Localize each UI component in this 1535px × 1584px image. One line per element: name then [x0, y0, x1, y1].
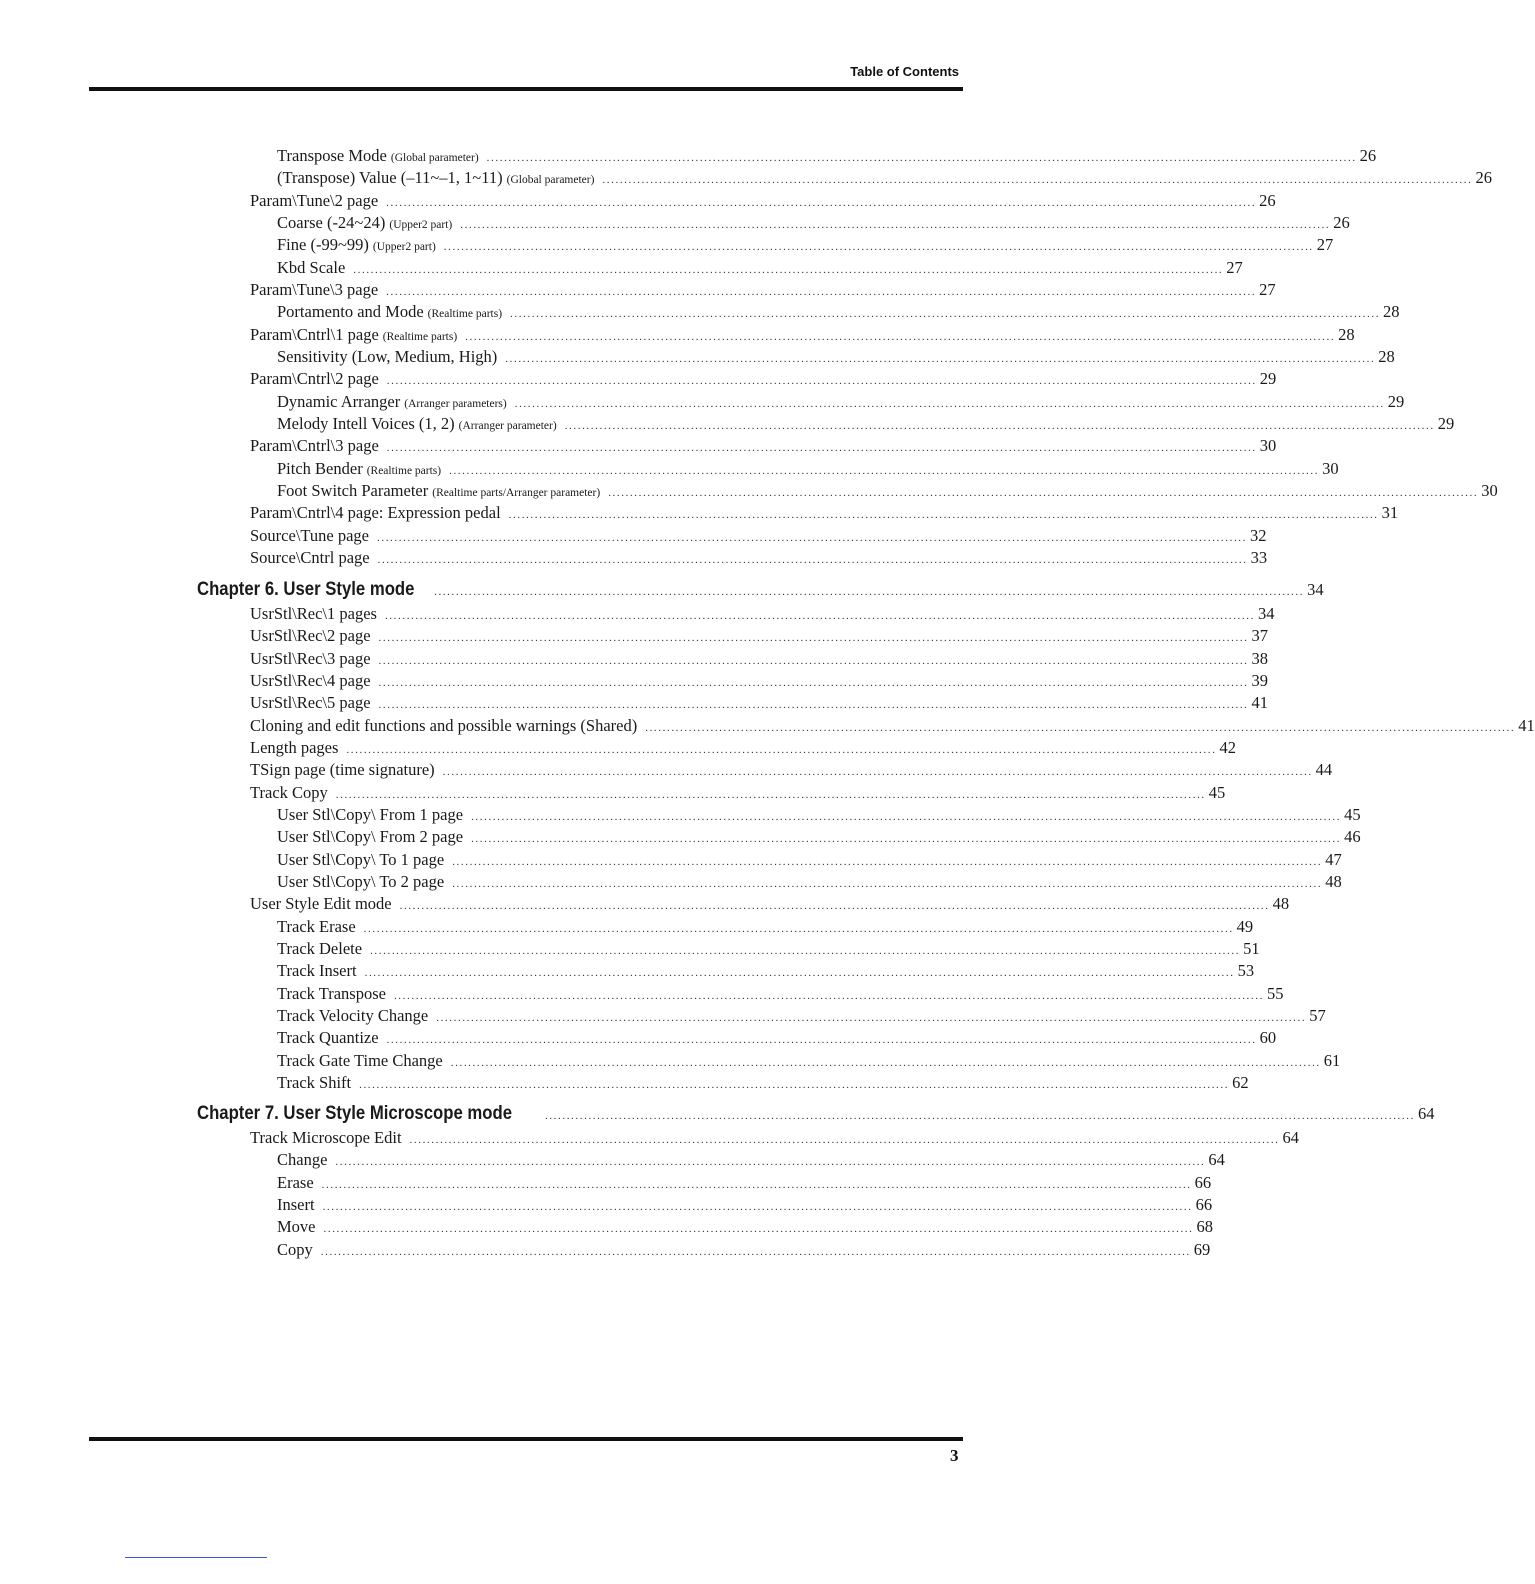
toc-entry-title: Param\Tune\3 page — [250, 280, 379, 299]
toc-entry-title: Dynamic Arranger — [277, 392, 401, 411]
toc-entry-page: 47 — [1325, 850, 1342, 869]
toc-entry-page: 41 — [1518, 716, 1535, 735]
toc-entry-title: Track Shift — [277, 1073, 352, 1092]
toc-entry[interactable] — [277, 145, 1377, 169]
toc-entry[interactable] — [250, 715, 1535, 739]
toc-leader-dots: ........................................................................................................................................................................................................ — [508, 509, 1379, 521]
toc-entry[interactable] — [250, 435, 1277, 459]
toc-leader-dots: ........................................................................................................................................................................................................ — [378, 677, 1249, 689]
toc-entry-page: 62 — [1232, 1073, 1249, 1092]
toc-entry-title: Track Copy — [250, 783, 328, 802]
toc-entry[interactable] — [250, 324, 1355, 348]
toc-entry-page: 68 — [1196, 1217, 1213, 1236]
toc-leader-dots: ........................................................................................................................................................................................................ — [378, 655, 1249, 667]
toc-entry[interactable] — [277, 413, 1455, 437]
toc-entry-page: 66 — [1194, 1173, 1212, 1192]
toc-entry[interactable] — [277, 960, 1255, 984]
toc-entry-note: (Realtime parts) — [382, 331, 458, 343]
toc-entry[interactable] — [250, 625, 1269, 649]
toc-leader-dots: ........................................................................................................................................................................................................ — [384, 610, 1255, 622]
toc-entry-page: 41 — [1251, 693, 1269, 712]
toc-leader-dots: ........................................................................................................................................................................................................ — [452, 878, 1323, 890]
toc-leader-dots: ........................................................................................................................................................................................................ — [471, 811, 1342, 823]
toc-leader-dots: ........................................................................................................................................................................................................ — [645, 722, 1516, 734]
toc-leader-dots: ........................................................................................................................................................................................................ — [471, 833, 1342, 845]
toc-leader-dots: ........................................................................................................................................................................................................ — [377, 554, 1248, 566]
toc-entry-page: 28 — [1338, 325, 1355, 344]
toc-entry-page: 34 — [1257, 604, 1275, 623]
toc-entry-title: UsrStl\Rec\3 page — [250, 649, 371, 668]
toc-leader-dots: ........................................................................................................................................................................................................ — [359, 1079, 1230, 1091]
toc-entry-note: (Arranger parameter) — [458, 420, 557, 432]
toc-entry-page: 57 — [1309, 1006, 1326, 1025]
toc-entry[interactable] — [277, 346, 1395, 370]
toc-entry-title: Track Velocity Change — [277, 1006, 429, 1025]
toc-entry[interactable] — [250, 525, 1267, 549]
toc-entry-title: User Stl\Copy\ From 1 page — [277, 805, 464, 824]
toc-entry[interactable] — [250, 737, 1236, 761]
toc-entry-title: Copy — [277, 1240, 313, 1259]
toc-entry-page: 64 — [1208, 1150, 1225, 1169]
toc-entry-title: Chapter 6. User Style mode — [197, 579, 415, 600]
toc-entry[interactable] — [277, 1194, 1213, 1218]
toc-entry-note: (Global parameter) — [506, 174, 595, 186]
toc-entry-title: Param\Tune\2 page — [250, 191, 379, 210]
toc-entry-title: Track Delete — [277, 939, 363, 958]
toc-leader-dots: ........................................................................................................................................................................................................ — [378, 699, 1249, 711]
toc-entry-title: Insert — [277, 1195, 315, 1214]
toc-chapter-entry[interactable] — [197, 1103, 1435, 1127]
toc-entry[interactable] — [277, 234, 1334, 258]
toc-entry-title: Cloning and edit functions and possible warnings (Shared) — [250, 716, 638, 735]
toc-entry-page: 64 — [1282, 1128, 1300, 1147]
toc-leader-dots: ........................................................................................................................................................................................................ — [323, 1223, 1194, 1235]
toc-leader-dots: ........................................................................................................................................................................................................ — [544, 1110, 1415, 1122]
toc-entry-page: 66 — [1195, 1195, 1213, 1214]
toc-entry[interactable] — [277, 983, 1284, 1007]
toc-entry-title: Source\Cntrl page — [250, 548, 370, 567]
toc-leader-dots: ........................................................................................................................................................................................................ — [434, 586, 1305, 598]
toc-entry[interactable] — [277, 391, 1405, 415]
toc-leader-dots: ........................................................................................................................................................................................................ — [346, 744, 1217, 756]
toc-entry-title: Coarse (-24~24) — [277, 213, 386, 232]
toc-entry-title: Portamento and Mode — [277, 302, 424, 321]
toc-entry[interactable] — [277, 1005, 1326, 1029]
toc-entry-title: Param\Cntrl\4 page: Expression pedal — [250, 503, 501, 522]
toc-entry-title: Track Transpose — [277, 984, 386, 1003]
toc-entry-note: (Realtime parts) — [366, 465, 442, 477]
toc-entry[interactable] — [250, 368, 1277, 392]
toc-entry-page: 26 — [1359, 146, 1377, 165]
toc-entry-page: 69 — [1193, 1240, 1211, 1259]
toc-entry-page: 48 — [1272, 894, 1290, 913]
toc-entry-title: Fine (-99~99) — [277, 235, 369, 254]
toc-leader-dots: ........................................................................................................................................................................................................ — [364, 967, 1235, 979]
toc-leader-dots: ........................................................................................................................................................................................................ — [322, 1201, 1193, 1213]
toc-leader-dots: ........................................................................................................................................................................................................ — [452, 856, 1323, 868]
page-number: 3 — [950, 1446, 959, 1465]
toc-entry-title: TSign page (time signature) — [250, 760, 435, 779]
toc-entry-title: Erase — [277, 1173, 314, 1192]
toc-entry-page: 44 — [1315, 760, 1333, 779]
toc-entry-title: Param\Cntrl\2 page — [250, 369, 379, 388]
toc-entry-title: Chapter 7. User Style Microscope mode — [197, 1103, 512, 1124]
toc-entry[interactable] — [277, 1239, 1211, 1263]
toc-entry-title: Track Insert — [277, 961, 357, 980]
toc-entry-page: 55 — [1266, 984, 1284, 1003]
toc-entry-page: 39 — [1251, 671, 1269, 690]
toc-entry[interactable] — [277, 167, 1492, 191]
toc-entry[interactable] — [277, 1027, 1277, 1051]
toc-leader-dots: ........................................................................................................................................................................................................ — [320, 1246, 1191, 1258]
toc-leader-dots: ........................................................................................................................................................................................................ — [363, 923, 1234, 935]
toc-entry[interactable] — [277, 1216, 1213, 1240]
toc-entry-note: (Arranger parameters) — [404, 398, 507, 410]
toc-entry-title: User Stl\Copy\ To 1 page — [277, 850, 445, 869]
toc-entry-page: 27 — [1259, 280, 1276, 299]
toc-entry[interactable] — [277, 1050, 1341, 1074]
toc-entry-page: 30 — [1322, 459, 1339, 478]
toc-entry-page: 64 — [1417, 1104, 1435, 1123]
toc-entry-page: 29 — [1387, 392, 1405, 411]
toc-entry-title: Transpose Mode — [277, 146, 387, 165]
toc-entry-page: 29 — [1437, 414, 1455, 433]
toc-entry-page: 49 — [1236, 917, 1254, 936]
toc-entry-title: Change — [277, 1150, 328, 1169]
toc-entry-page: 26 — [1333, 213, 1350, 232]
toc-leader-dots: ........................................................................................................................................................................................................ — [386, 197, 1257, 209]
toc-chapter-entry[interactable] — [197, 579, 1324, 603]
toc-entry-title: UsrStl\Rec\4 page — [250, 671, 371, 690]
toc-entry-page: 45 — [1344, 805, 1361, 824]
toc-entry-note: (Realtime parts) — [427, 308, 503, 320]
toc-entry-page: 61 — [1323, 1051, 1341, 1070]
toc-entry-title: User Stl\Copy\ From 2 page — [277, 827, 464, 846]
toc-leader-dots: ........................................................................................................................................................................................................ — [386, 286, 1257, 298]
toc-leader-dots: ........................................................................................................................................................................................................ — [370, 945, 1241, 957]
toc-leader-dots: ........................................................................................................................................................................................................ — [321, 1179, 1192, 1191]
toc-leader-dots: ........................................................................................................................................................................................................ — [450, 1057, 1321, 1069]
toc-entry-title: Track Erase — [277, 917, 356, 936]
toc-leader-dots: ........................................................................................................................................................................................................ — [486, 152, 1357, 164]
toc-entry[interactable] — [250, 782, 1226, 806]
toc-entry-note: (Upper2 part) — [389, 219, 453, 231]
toc-entry-page: 45 — [1208, 783, 1226, 802]
toc-entry[interactable] — [277, 1072, 1249, 1096]
toc-entry[interactable] — [250, 190, 1276, 214]
toc-entry-title: Param\Cntrl\1 page — [250, 325, 379, 344]
toc-entry[interactable] — [277, 1149, 1225, 1173]
toc-entry-page: 28 — [1378, 347, 1395, 366]
toc-entry-title: Melody Intell Voices (1, 2) — [277, 414, 455, 433]
toc-leader-dots: ........................................................................................................................................................................................................ — [393, 990, 1264, 1002]
toc-entry[interactable] — [277, 938, 1260, 962]
toc-entry-page: 30 — [1481, 481, 1498, 500]
toc-entry-title: UsrStl\Rec\2 page — [250, 626, 371, 645]
toc-entry[interactable] — [250, 670, 1269, 694]
toc-leader-dots: ........................................................................................................................................................................................................ — [378, 632, 1249, 644]
toc-entry-page: 60 — [1259, 1028, 1277, 1047]
toc-entry-title: Sensitivity (Low, Medium, High) — [277, 347, 498, 366]
toc-entry-page: 37 — [1251, 626, 1269, 645]
toc-leader-dots: ........................................................................................................................................................................................................ — [386, 442, 1257, 454]
toc-entry-title: Track Gate Time Change — [277, 1051, 443, 1070]
toc-entry-title: UsrStl\Rec\5 page — [250, 693, 371, 712]
footer-link-underline — [125, 1557, 267, 1558]
toc-entry[interactable] — [277, 871, 1342, 895]
toc-leader-dots: ........................................................................................................................................................................................................ — [602, 174, 1473, 186]
toc-leader-dots: ........................................................................................................................................................................................................ — [564, 420, 1435, 432]
toc-entry-page: 53 — [1237, 961, 1255, 980]
toc-entry-title: UsrStl\Rec\1 pages — [250, 604, 377, 623]
running-head: Table of Contents — [850, 64, 959, 79]
toc-entry-page: 32 — [1250, 526, 1267, 545]
toc-entry[interactable] — [277, 301, 1400, 325]
toc-entry[interactable] — [277, 849, 1342, 873]
toc-leader-dots: ........................................................................................................................................................................................................ — [377, 532, 1247, 544]
toc-entry[interactable] — [250, 893, 1290, 917]
toc-entry[interactable] — [277, 212, 1350, 236]
toc-entry[interactable] — [277, 480, 1498, 504]
toc-leader-dots: ........................................................................................................................................................................................................ — [399, 900, 1270, 912]
toc-entry-page: 27 — [1316, 235, 1334, 254]
toc-entry-page: 51 — [1243, 939, 1260, 958]
toc-leader-dots: ........................................................................................................................................................................................................ — [386, 1034, 1257, 1046]
toc-entry-title: Param\Cntrl\3 page — [250, 436, 379, 455]
toc-entry[interactable] — [250, 502, 1399, 526]
toc-entry-page: 27 — [1226, 258, 1243, 277]
toc-leader-dots: ........................................................................................................................................................................................................ — [386, 375, 1257, 387]
toc-leader-dots: ........................................................................................................................................................................................................ — [460, 219, 1331, 231]
toc-leader-dots: ........................................................................................................................................................................................................ — [505, 353, 1376, 365]
toc-leader-dots: ........................................................................................................................................................................................................ — [510, 308, 1381, 320]
toc-leader-dots: ........................................................................................................................................................................................................ — [335, 1156, 1206, 1168]
toc-leader-dots: ........................................................................................................................................................................................................ — [443, 241, 1314, 253]
toc-leader-dots: ........................................................................................................................................................................................................ — [449, 465, 1320, 477]
toc-entry-page: 38 — [1251, 649, 1269, 668]
toc-entry-page: 28 — [1383, 302, 1400, 321]
toc-entry-note: (Global parameter) — [390, 152, 479, 164]
toc-leader-dots: ........................................................................................................................................................................................................ — [353, 264, 1224, 276]
toc-entry-title: Pitch Bender — [277, 459, 363, 478]
toc-entry[interactable] — [250, 648, 1269, 672]
toc-leader-dots: ........................................................................................................................................................................................................ — [514, 398, 1385, 410]
toc-entry-title: (Transpose) Value (–11~–1, 1~11) — [277, 168, 503, 187]
toc-entry-title: Length pages — [250, 738, 339, 757]
toc-entry[interactable] — [277, 804, 1361, 828]
toc-leader-dots: ........................................................................................................................................................................................................ — [436, 1012, 1307, 1024]
footer-rule — [89, 1437, 963, 1441]
toc-leader-dots: ........................................................................................................................................................................................................ — [409, 1134, 1280, 1146]
toc-entry[interactable] — [277, 257, 1243, 281]
header-rule — [89, 87, 963, 91]
toc-leader-dots: ........................................................................................................................................................................................................ — [335, 789, 1206, 801]
toc-entry-page: 29 — [1259, 369, 1277, 388]
toc-entry-title: User Stl\Copy\ To 2 page — [277, 872, 445, 891]
toc-entry[interactable] — [277, 1172, 1212, 1196]
toc-leader-dots: ........................................................................................................................................................................................................ — [465, 331, 1336, 343]
toc-entry-title: Kbd Scale — [277, 258, 346, 277]
toc-entry[interactable] — [250, 692, 1269, 716]
toc-entry-page: 46 — [1344, 827, 1361, 846]
toc-entry-page: 34 — [1307, 580, 1324, 599]
toc-entry[interactable] — [250, 603, 1275, 627]
toc-entry-note: (Upper2 part) — [372, 241, 436, 253]
toc-entry-page: 26 — [1259, 191, 1276, 210]
toc-entry-title: User Style Edit mode — [250, 894, 392, 913]
toc-entry-page: 48 — [1325, 872, 1342, 891]
toc-entry-page: 31 — [1381, 503, 1399, 522]
toc-entry-title: Move — [277, 1217, 316, 1236]
toc-entry-note: (Realtime parts/Arranger parameter) — [432, 487, 601, 499]
toc-entry-page: 30 — [1259, 436, 1277, 455]
toc-leader-dots: ........................................................................................................................................................................................................ — [442, 766, 1313, 778]
toc-entry-title: Foot Switch Parameter — [277, 481, 429, 500]
toc-entry[interactable] — [250, 547, 1268, 571]
toc-entry-title: Track Quantize — [277, 1028, 379, 1047]
toc-entry-title: Source\Tune page — [250, 526, 369, 545]
toc-entry[interactable] — [277, 916, 1254, 940]
toc-entry[interactable] — [250, 1127, 1300, 1151]
toc-entry[interactable] — [277, 458, 1339, 482]
toc-entry[interactable] — [277, 826, 1361, 850]
toc-entry-title: Track Microscope Edit — [250, 1128, 402, 1147]
toc-entry-page: 42 — [1219, 738, 1236, 757]
toc-entry-page: 26 — [1475, 168, 1492, 187]
toc-entry[interactable] — [250, 759, 1333, 783]
toc-entry-page: 33 — [1250, 548, 1268, 567]
toc-entry[interactable] — [250, 279, 1276, 303]
toc-leader-dots: ........................................................................................................................................................................................................ — [608, 487, 1479, 499]
